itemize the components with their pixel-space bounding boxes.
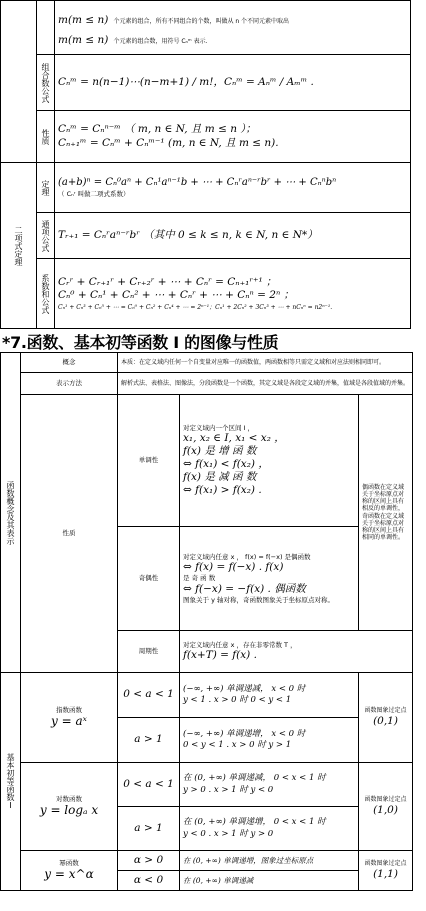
exp-case-1: 0 < a < 1 bbox=[118, 673, 180, 718]
log-point: (1,0) bbox=[373, 803, 398, 816]
definition-cell bbox=[55, 1, 411, 55]
log-case-1-line-1: 在 (0, +∞) 单调递减， 0 < x < 1 时 bbox=[183, 773, 326, 784]
representation-text: 解析式法、表格法、图像法，分段函数是一个函数，其定义域是各段定义域的并集，值域是各段值域的并集。 bbox=[118, 373, 413, 395]
parity-line-4: ⇔ f(−x) = −f(x) . 偶函数 bbox=[183, 582, 306, 595]
parity-line-1: 对定义域内任意 x ， f(x) = f(−x) 是偶函数 bbox=[183, 553, 311, 562]
parity-cell bbox=[180, 527, 359, 631]
concept-text: 本质：在定义域内任何一个自变量对应唯一的函数值，两函数相等只需定义域和对应法则相同即可。 bbox=[118, 353, 413, 373]
definition-math-1: m(m ≤ n) bbox=[58, 14, 109, 27]
pow-point-cell bbox=[359, 851, 413, 891]
exp-case-2: a > 1 bbox=[118, 718, 180, 763]
exp-case-1-line-1: (−∞, +∞) 单调递减， x < 0 时 bbox=[183, 683, 306, 694]
property-line-1: Cₙᵐ = Cₙⁿ⁻ᵐ （ m, n ∈ N, 且 m ≤ n ）； bbox=[58, 123, 257, 136]
binomial-label: 二项式定理 bbox=[1, 163, 37, 329]
parity-line-2: ⇔ f(x) = f(−x) . f(x) bbox=[183, 561, 284, 574]
mono-line-5: f(x) 是 减 函 数 bbox=[183, 471, 257, 484]
pow-point: (1,1) bbox=[373, 867, 398, 880]
pow-case-1-desc: 在 (0, +∞) 单调递增，图象过坐标原点 bbox=[180, 851, 359, 871]
log-case-2: a > 1 bbox=[118, 807, 180, 851]
sum-line-1: Cᵣʳ + Cᵣ₊₁ʳ + Cᵣ₊₂ʳ + ⋯ + Cₙʳ = Cₙ₊₁ʳ⁺¹ ； bbox=[58, 275, 277, 288]
log-point-label: 函数图象过定点 bbox=[364, 796, 407, 804]
theorem-label: 定理 bbox=[37, 163, 55, 213]
mono-line-1: 对定义域内一个区间 I ， bbox=[183, 423, 255, 432]
combo-formula-label: 组合数公式 bbox=[37, 55, 55, 111]
log-case-1-line-2: y > 0 . x > 1 时 y < 0 bbox=[183, 784, 274, 795]
mono-line-6: ⇔ f(x₁) > f(x₂) . bbox=[183, 484, 262, 497]
periodicity-cell bbox=[180, 631, 413, 673]
exp-formula: y = aˣ bbox=[51, 714, 87, 729]
log-case-1-desc bbox=[180, 763, 359, 807]
exp-case-2-line-1: (−∞, +∞) 单调递增， x < 0 时 bbox=[183, 728, 306, 739]
pow-function-cell bbox=[21, 851, 118, 891]
exp-case-2-line-2: 0 < y < 1 . x > 0 时 y > 1 bbox=[183, 740, 292, 750]
period-line-2: f(x+T) = f(x) . bbox=[183, 649, 257, 661]
monotonicity-note: 偶函数在定义域关于坐标原点对称的区间上具有相反的单调性，奇函数在定义域关于坐标原点对称的区间上具有相同的单调性。 bbox=[359, 395, 413, 631]
log-label: 对数函数 bbox=[56, 795, 82, 804]
exp-case-2-desc bbox=[180, 718, 359, 763]
property-line-2: Cₙ₊₁ᵐ = Cₙᵐ + Cₙᵐ⁻¹ (m, n ∈ N, 且 m ≤ n). bbox=[58, 136, 279, 149]
representation-label: 表示方法 bbox=[21, 373, 118, 395]
pow-case-2-desc: 在 (0, +∞) 单调递减 bbox=[180, 871, 359, 891]
log-formula: y = logₐ x bbox=[39, 803, 99, 818]
parity-label: 奇偶性 bbox=[118, 527, 180, 631]
basic-functions-side-label: 基本初等函数I bbox=[1, 673, 21, 891]
exp-function-cell bbox=[21, 673, 118, 763]
combo-property-label: 性质 bbox=[37, 111, 55, 163]
definition-text-2: 个元素的组合数，用符号 Cₙᵐ 表示. bbox=[113, 37, 208, 45]
definition-label-cell bbox=[37, 1, 55, 55]
period-line-1: 对定义域内任意 x ，存在非零常数 T ， bbox=[183, 640, 297, 649]
exp-case-1-line-2: y < 1 . x > 0 时 0 < y < 1 bbox=[183, 695, 292, 705]
theorem-line-2: （ Cₙʳ 叫做二项式系数） bbox=[58, 189, 130, 198]
function-concept-side-label: 函数概念及其表示 bbox=[1, 353, 21, 673]
theorem-cell bbox=[55, 163, 411, 213]
pow-case-1: α > 0 bbox=[118, 851, 180, 871]
mono-line-2: x₁, x₂ ∈ I, x₁ < x₂ ， bbox=[183, 431, 285, 444]
pow-case-2: α < 0 bbox=[118, 871, 180, 891]
log-point-cell bbox=[359, 763, 413, 851]
combo-formula: Cₙᵐ = n(n−1)⋯(n−m+1) / m!，Cₙᵐ = Aₙᵐ / Aₘᵐ . bbox=[55, 55, 411, 111]
coefficients-label: 系数和公式 bbox=[37, 259, 55, 329]
parity-line-3: 是 奇 函 数 bbox=[183, 574, 216, 583]
sum-line-2: Cₙ⁰ + Cₙ¹ + Cₙ² + ⋯ + Cₙʳ + ⋯ + Cₙⁿ = 2ⁿ ； bbox=[58, 289, 295, 301]
property-label: 性质 bbox=[21, 395, 118, 673]
monotonicity-cell bbox=[180, 395, 359, 527]
exp-point-label: 函数图象过定点 bbox=[364, 707, 407, 715]
general-term-formula: Tᵣ₊₁ = Cₙʳaⁿ⁻ʳbʳ （其中 0 ≤ k ≤ n, k ∈ N, n ∈ N*） bbox=[55, 213, 411, 259]
log-case-2-desc bbox=[180, 807, 359, 851]
parity-line-5: 图象关于 y 轴对称，奇函数图象关于坐标原点对称。 bbox=[183, 595, 334, 604]
log-case-1: 0 < a < 1 bbox=[118, 763, 180, 807]
theorem-line-1: (a+b)ⁿ = Cₙ⁰aⁿ + Cₙ¹aⁿ⁻¹b + ⋯ + Cₙʳaⁿ⁻ʳbʳ + ⋯ + Cₙⁿbⁿ bbox=[58, 177, 337, 189]
section-title: *7.函数、基本初等函数 I 的图像与性质 bbox=[2, 333, 279, 352]
log-case-2-line-2: y < 0 . x > 1 时 y > 0 bbox=[183, 828, 274, 839]
exp-point-cell bbox=[359, 673, 413, 763]
sum-line-3: Cₙ¹ + Cₙ³ + Cₙ⁵ + ⋯ = Cₙ⁰ + Cₙ² + Cₙ⁴ + ⋯ = 2ⁿ⁻¹；Cₙ¹ + 2Cₙ² + 3Cₙ³ + ⋯ + nCₙⁿ = n2ⁿ⁻¹. bbox=[58, 304, 333, 312]
pow-point-label: 函数图象过定点 bbox=[364, 860, 407, 868]
combination-side-cell bbox=[1, 1, 37, 163]
pow-label: 幂函数 bbox=[59, 859, 79, 868]
definition-text-1: 个元素的组合，所有不同组合的个数，叫做从 n 个不同元素中取出 bbox=[113, 18, 290, 26]
log-case-2-line-1: 在 (0, +∞) 单调递增， 0 < x < 1 时 bbox=[183, 817, 326, 828]
combination-table bbox=[0, 0, 411, 329]
log-function-cell bbox=[21, 763, 118, 851]
mono-line-4: ⇔ f(x₁) < f(x₂) ， bbox=[183, 458, 269, 470]
combo-property-cell bbox=[55, 111, 411, 163]
definition-math-2: m(m ≤ n) bbox=[58, 33, 109, 46]
periodicity-label: 周期性 bbox=[118, 631, 180, 673]
exp-point: (0,1) bbox=[373, 714, 398, 727]
mono-line-3: f(x) 是 增 函 数 bbox=[183, 444, 257, 457]
coefficients-cell bbox=[55, 259, 411, 329]
exp-label: 指数函数 bbox=[56, 706, 82, 715]
general-term-label: 通项公式 bbox=[37, 213, 55, 259]
function-table bbox=[0, 352, 413, 891]
pow-formula: y = x^α bbox=[44, 867, 94, 882]
monotonicity-label: 单调性 bbox=[118, 395, 180, 527]
exp-case-1-desc bbox=[180, 673, 359, 718]
concept-label: 概念 bbox=[21, 353, 118, 373]
